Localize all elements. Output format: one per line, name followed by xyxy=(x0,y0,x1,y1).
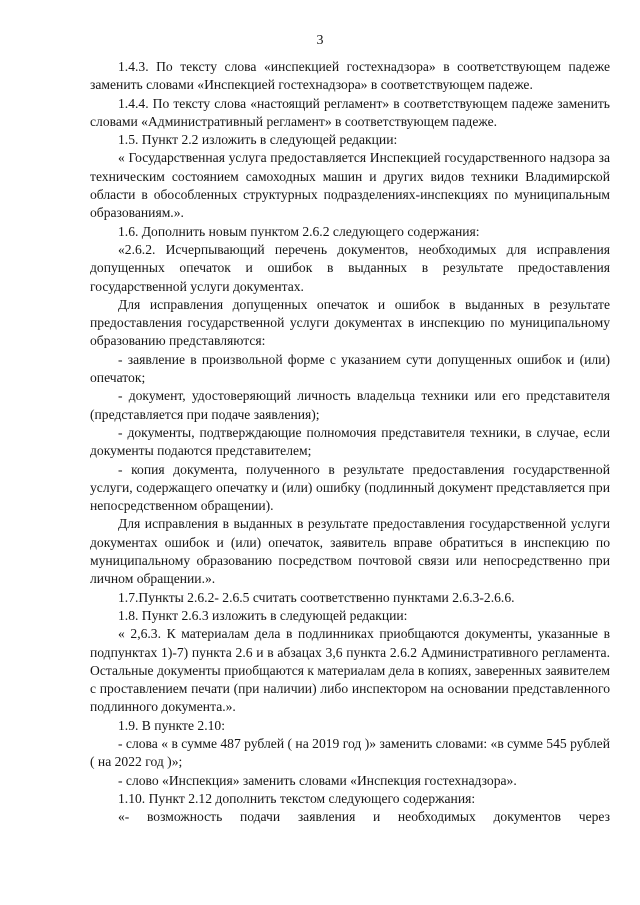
list-item-word-change: - слово «Инспекция» заменить словами «Инспекция гостехнадзора». xyxy=(118,772,517,788)
list-item-fee-change: - слова « в сумме 487 рублей ( на 2019 год )» заменить словами: «в сумме 545 рублей ( на 2022 год )»; xyxy=(90,735,610,770)
paragraph-1-4-3: 1.4.3. По тексту слова «инспекцией гостехнадзора» в соответствующем падеже заменить словами «Инспекцией гостехнадзора» в соответствующем падеже. xyxy=(90,59,610,93)
paragraph-1-9: 1.9. В пункте 2.10: xyxy=(118,717,225,733)
paragraph-1-5: 1.5. Пункт 2.2 изложить в следующей редакции: xyxy=(118,132,398,148)
paragraph-2-6-3-quote: « 2,6.3. К материалам дела в подлинниках приобщаются документы, указанные в подпунктах 1)-7) пункта 2.6 и в абзацах 3,6 пункта 2.6.2 Административного регламента. Остальные документы приобщаются к материалам дела в копиях, заверенных заявителем с проставлением печати (при наличии) либо инспектором на основании представленного подлинного документа.». xyxy=(90,626,610,715)
paragraph-1-10-quote: «- возможность подачи заявления и необходимых документов через xyxy=(118,809,610,825)
list-item-application: - заявление в произвольной форме с указанием сути допущенных ошибок и (или) опечаток; xyxy=(90,351,610,386)
list-item-authority-documents: - документы, подтверждающие полномочия представителя техники, в случае, если документы подаются представителем; xyxy=(90,424,610,459)
list-item-document-copy: - копия документа, полученного в результате предоставления государственной услуги, содержащего опечатку и (или) ошибку (подлинный документ представляется при непосредственном обращении). xyxy=(90,461,610,514)
paragraph-2-6-2: «2.6.2. Исчерпывающий перечень документов, необходимых для исправления допущенных опечаток и ошибок в выданных в результате предоставления государственной услуги документах. xyxy=(90,241,610,294)
page-number: 3 xyxy=(316,33,324,48)
list-item-identity-document: - документ, удостоверяющий личность владельца техники или его представителя (представляется при подаче заявления); xyxy=(90,388,610,422)
paragraph-2-6-2-intro: Для исправления допущенных опечаток и ошибок в выданных в результате предоставления государственной услуги документах в инспекцию по муниципальному образованию представляются: xyxy=(90,296,610,349)
paragraph-1-5-quote: « Государственная услуга предоставляется Инспекцией государственного надзора за техническим состоянием самоходных машин и других видов техники Владимирской области в обособленных структурных подразделениях-инспекциях по муниципальным образованиям.». xyxy=(90,150,610,221)
paragraph-1-6: 1.6. Дополнить новым пунктом 2.6.2 следующего содержания: xyxy=(118,223,480,239)
paragraph-1-10: 1.10. Пункт 2.12 дополнить текстом следующего содержания: xyxy=(118,790,476,806)
paragraph-1-8: 1.8. Пункт 2.6.3 изложить в следующей редакции: xyxy=(118,607,408,623)
paragraph-1-7: 1.7.Пункты 2.6.2- 2.6.5 считать соответственно пунктами 2.6.3-2.6.6. xyxy=(118,589,515,605)
paragraph-1-4-4: 1.4.4. По тексту слова «настоящий регламент» в соответствующем падеже заменить словами «Административный регламент» в соответствующем падеже. xyxy=(90,95,610,129)
paragraph-2-6-2-closing: Для исправления в выданных в результате предоставления государственной услуги документах ошибок и (или) опечаток, заявитель вправе обратиться в инспекцию по муниципальному образованию посредством почтовой связи или непосредственно при личном обращении.». xyxy=(90,516,610,587)
document-body xyxy=(90,58,610,826)
